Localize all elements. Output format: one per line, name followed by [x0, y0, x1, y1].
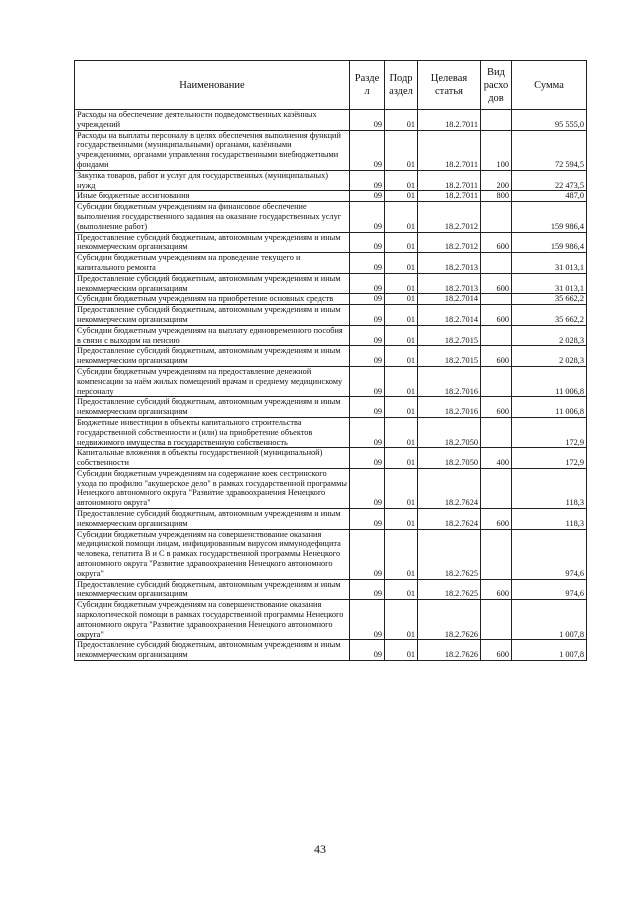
table-row	[75, 366, 587, 396]
cell-vid	[481, 253, 512, 274]
cell-podrazdel: 01	[385, 509, 418, 530]
cell-target: 18.2.7626	[418, 640, 481, 661]
cell-podrazdel: 01	[385, 202, 418, 232]
table-row	[75, 305, 587, 326]
cell-target: 18.2.7011	[418, 170, 481, 191]
cell-vid: 600	[481, 232, 512, 253]
cell-vid: 600	[481, 346, 512, 367]
cell-razdel: 09	[350, 305, 385, 326]
cell-podrazdel: 01	[385, 579, 418, 600]
cell-name: Субсидии бюджетным учреждениям на финансовое обеспечение выполнения государственного задания на оказание государственных услуг (выполнение работ)	[75, 202, 350, 232]
header-podrazdel: Подр аздел	[385, 61, 418, 110]
cell-sum: 1 007,8	[512, 600, 587, 640]
cell-vid: 100	[481, 130, 512, 170]
cell-razdel: 09	[350, 640, 385, 661]
cell-sum: 2 028,3	[512, 325, 587, 346]
cell-name: Бюджетные инвестиции в объекты капитального строительства государственной собственности и (или) на приобретение объектов недвижимого имущества в государственную собственность	[75, 417, 350, 447]
cell-name: Иные бюджетные ассигнования	[75, 191, 350, 202]
cell-podrazdel: 01	[385, 397, 418, 418]
cell-target: 18.2.7015	[418, 346, 481, 367]
cell-target: 18.2.7011	[418, 191, 481, 202]
cell-target: 18.2.7011	[418, 130, 481, 170]
cell-vid: 600	[481, 273, 512, 294]
cell-sum: 35 662,2	[512, 294, 587, 305]
page-number: 43	[314, 842, 326, 856]
cell-podrazdel: 01	[385, 110, 418, 131]
cell-target: 18.2.7011	[418, 110, 481, 131]
table-row	[75, 529, 587, 579]
cell-target: 18.2.7624	[418, 468, 481, 508]
cell-podrazdel: 01	[385, 448, 418, 469]
cell-sum: 1 007,8	[512, 640, 587, 661]
table-row	[75, 202, 587, 232]
cell-sum: 72 594,5	[512, 130, 587, 170]
cell-target: 18.2.7013	[418, 273, 481, 294]
cell-name: Субсидии бюджетным учреждениям на предоставление денежной компенсации за наём жилых помещений врачам и среднему медицинскому персоналу	[75, 366, 350, 396]
cell-vid	[481, 529, 512, 579]
cell-razdel: 09	[350, 170, 385, 191]
table-row	[75, 448, 587, 469]
cell-name: Субсидии бюджетным учреждениям на проведение текущего и капитального ремонта	[75, 253, 350, 274]
cell-razdel: 09	[350, 346, 385, 367]
cell-name: Субсидии бюджетным учреждениям на выплату единовременного пособия в связи с выходом на пенсию	[75, 325, 350, 346]
cell-podrazdel: 01	[385, 130, 418, 170]
table-row	[75, 468, 587, 508]
cell-razdel: 09	[350, 366, 385, 396]
cell-vid: 600	[481, 509, 512, 530]
cell-podrazdel: 01	[385, 273, 418, 294]
table-row	[75, 130, 587, 170]
cell-sum: 172,9	[512, 417, 587, 447]
cell-razdel: 09	[350, 397, 385, 418]
cell-sum: 31 013,1	[512, 273, 587, 294]
cell-name: Предоставление субсидий бюджетным, автономным учреждениям и иным некоммерческим организациям	[75, 273, 350, 294]
cell-target: 18.2.7014	[418, 294, 481, 305]
cell-sum: 11 006,8	[512, 397, 587, 418]
cell-target: 18.2.7050	[418, 448, 481, 469]
cell-sum: 172,9	[512, 448, 587, 469]
cell-vid: 800	[481, 191, 512, 202]
cell-podrazdel: 01	[385, 191, 418, 202]
cell-vid: 600	[481, 397, 512, 418]
cell-podrazdel: 01	[385, 640, 418, 661]
cell-razdel: 09	[350, 417, 385, 447]
cell-vid: 600	[481, 640, 512, 661]
cell-podrazdel: 01	[385, 417, 418, 447]
table-header-row	[75, 61, 587, 110]
table-row	[75, 346, 587, 367]
cell-podrazdel: 01	[385, 600, 418, 640]
cell-sum: 35 662,2	[512, 305, 587, 326]
cell-sum: 159 986,4	[512, 202, 587, 232]
cell-target: 18.2.7014	[418, 305, 481, 326]
cell-name: Предоставление субсидий бюджетным, автономным учреждениям и иным некоммерческим организациям	[75, 640, 350, 661]
cell-sum: 95 555,0	[512, 110, 587, 131]
header-name: Наименование	[75, 61, 350, 110]
cell-target: 18.2.7050	[418, 417, 481, 447]
header-sum: Сумма	[512, 61, 587, 110]
cell-vid: 200	[481, 170, 512, 191]
table-row	[75, 600, 587, 640]
cell-vid	[481, 202, 512, 232]
budget-table-page	[74, 60, 586, 661]
table-row	[75, 253, 587, 274]
cell-target: 18.2.7626	[418, 600, 481, 640]
cell-razdel: 09	[350, 110, 385, 131]
cell-razdel: 09	[350, 529, 385, 579]
cell-razdel: 09	[350, 191, 385, 202]
cell-name: Субсидии бюджетным учреждениям на совершенствование оказания медицинской помощи лицам, инфицированным вирусом иммунодефицита человека, гепатита В и С в рамках государственной программы Ненецкого автономного округа "Развитие здравоохранения Ненецкого автономного округа"	[75, 529, 350, 579]
cell-podrazdel: 01	[385, 529, 418, 579]
table-row	[75, 273, 587, 294]
cell-razdel: 09	[350, 202, 385, 232]
cell-vid: 400	[481, 448, 512, 469]
cell-podrazdel: 01	[385, 468, 418, 508]
cell-name: Расходы на обеспечение деятельности подведомственных казённых учреждений	[75, 110, 350, 131]
cell-target: 18.2.7015	[418, 325, 481, 346]
cell-target: 18.2.7625	[418, 529, 481, 579]
cell-razdel: 09	[350, 600, 385, 640]
cell-podrazdel: 01	[385, 294, 418, 305]
table-row	[75, 509, 587, 530]
cell-vid: 600	[481, 305, 512, 326]
cell-sum: 118,3	[512, 468, 587, 508]
cell-sum: 974,6	[512, 529, 587, 579]
table-row	[75, 579, 587, 600]
cell-name: Капитальные вложения в объекты государственной (муниципальной) собственности	[75, 448, 350, 469]
table-row	[75, 417, 587, 447]
cell-razdel: 09	[350, 509, 385, 530]
cell-target: 18.2.7013	[418, 253, 481, 274]
cell-vid	[481, 366, 512, 396]
cell-podrazdel: 01	[385, 305, 418, 326]
table-row	[75, 294, 587, 305]
table-row	[75, 110, 587, 131]
cell-vid	[481, 110, 512, 131]
cell-vid	[481, 294, 512, 305]
cell-name: Предоставление субсидий бюджетным, автономным учреждениям и иным некоммерческим организациям	[75, 579, 350, 600]
cell-sum: 118,3	[512, 509, 587, 530]
cell-podrazdel: 01	[385, 366, 418, 396]
table-row	[75, 170, 587, 191]
budget-table	[74, 60, 587, 661]
cell-target: 18.2.7625	[418, 579, 481, 600]
cell-name: Предоставление субсидий бюджетным, автономным учреждениям и иным некоммерческим организациям	[75, 305, 350, 326]
cell-name: Субсидии бюджетным учреждениям на совершенствование оказания наркологической помощи в рамках государственной программы Ненецкого автономного округа "Развитие здравоохранения Ненецкого автономного округа"	[75, 600, 350, 640]
header-razdel: Разде л	[350, 61, 385, 110]
header-vid: Вид расхо дов	[481, 61, 512, 110]
cell-target: 18.2.7012	[418, 232, 481, 253]
cell-name: Расходы на выплаты персоналу в целях обеспечения выполнения функций государственными (муниципальными) органами, казёнными учреждениями, органами управления государственными внебюджетными фондами	[75, 130, 350, 170]
cell-name: Субсидии бюджетным учреждениям на содержание коек сестринского ухода по профилю "акушерское дело" в рамках государственной программы Ненецкого автономного округа "Развитие здравоохранения Ненецкого автономного округа"	[75, 468, 350, 508]
table-row	[75, 191, 587, 202]
cell-sum: 2 028,3	[512, 346, 587, 367]
cell-sum: 22 473,5	[512, 170, 587, 191]
cell-razdel: 09	[350, 253, 385, 274]
cell-razdel: 09	[350, 468, 385, 508]
cell-name: Предоставление субсидий бюджетным, автономным учреждениям и иным некоммерческим организациям	[75, 232, 350, 253]
cell-podrazdel: 01	[385, 253, 418, 274]
cell-razdel: 09	[350, 130, 385, 170]
cell-name: Предоставление субсидий бюджетным, автономным учреждениям и иным некоммерческим организациям	[75, 397, 350, 418]
cell-sum: 974,6	[512, 579, 587, 600]
cell-vid: 600	[481, 579, 512, 600]
cell-name: Закупка товаров, работ и услуг для государственных (муниципальных) нужд	[75, 170, 350, 191]
cell-razdel: 09	[350, 579, 385, 600]
cell-target: 18.2.7016	[418, 397, 481, 418]
cell-razdel: 09	[350, 273, 385, 294]
cell-vid	[481, 600, 512, 640]
cell-podrazdel: 01	[385, 325, 418, 346]
cell-name: Предоставление субсидий бюджетным, автономным учреждениям и иным некоммерческим организациям	[75, 509, 350, 530]
cell-target: 18.2.7016	[418, 366, 481, 396]
header-target: Целевая статья	[418, 61, 481, 110]
cell-sum: 487,0	[512, 191, 587, 202]
cell-razdel: 09	[350, 232, 385, 253]
cell-vid	[481, 468, 512, 508]
table-body	[75, 110, 587, 661]
cell-sum: 31 013,1	[512, 253, 587, 274]
cell-target: 18.2.7012	[418, 202, 481, 232]
cell-razdel: 09	[350, 294, 385, 305]
cell-sum: 159 986,4	[512, 232, 587, 253]
cell-target: 18.2.7624	[418, 509, 481, 530]
table-row	[75, 325, 587, 346]
cell-vid	[481, 417, 512, 447]
cell-name: Предоставление субсидий бюджетным, автономным учреждениям и иным некоммерческим организациям	[75, 346, 350, 367]
table-row	[75, 232, 587, 253]
cell-name: Субсидии бюджетным учреждениям на приобретение основных средств	[75, 294, 350, 305]
cell-podrazdel: 01	[385, 170, 418, 191]
cell-razdel: 09	[350, 325, 385, 346]
table-row	[75, 640, 587, 661]
table-row	[75, 397, 587, 418]
cell-razdel: 09	[350, 448, 385, 469]
cell-vid	[481, 325, 512, 346]
cell-sum: 11 006,8	[512, 366, 587, 396]
cell-podrazdel: 01	[385, 346, 418, 367]
cell-podrazdel: 01	[385, 232, 418, 253]
